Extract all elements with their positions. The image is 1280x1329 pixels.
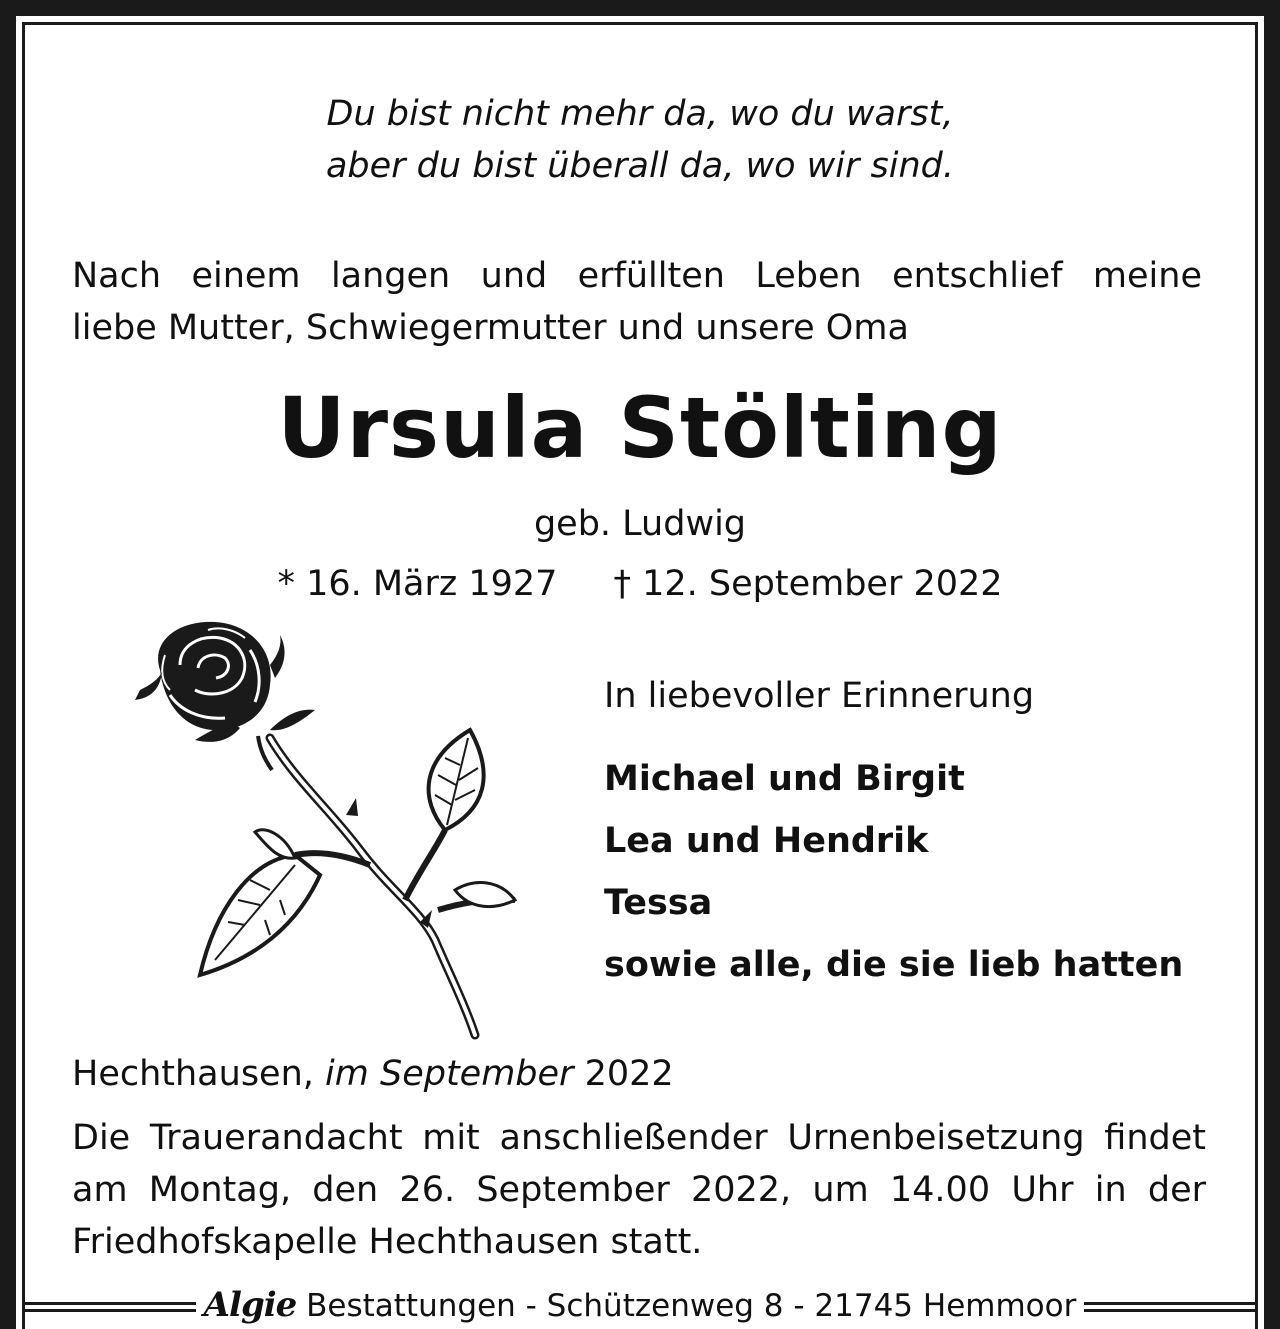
intro-line-2: liebe Mutter, Schwiegermutter und unsere Oma (72, 308, 909, 348)
place: Hechthausen, (72, 1054, 314, 1094)
mourners-list (604, 748, 1183, 996)
mourner-2: Lea und Hendrik (604, 821, 929, 861)
rose-illustration (120, 610, 540, 1050)
date-month: im September (325, 1054, 574, 1094)
funeral-home-logo: Algie (203, 1285, 297, 1325)
place-date-line (72, 1048, 674, 1100)
deceased-name: Ursula Stölting (277, 379, 1003, 477)
intro-line-1: Nach einem langen und erfüllten Leben entschlief meine (72, 256, 1202, 296)
date-year: 2022 (584, 1054, 674, 1094)
mourner-1: Michael und Birgit (604, 759, 965, 799)
quote-line-2: aber du bist überall da, wo wir sind. (325, 146, 955, 186)
funeral-home-footer (0, 1283, 1280, 1328)
footer-content (196, 1283, 1085, 1328)
birth-date: * 16. März 1927 (277, 564, 558, 604)
intro-text (72, 250, 1202, 354)
life-dates (0, 560, 1280, 608)
service-announcement: Die Trauerandacht mit anschließender Urnenbeisetzung findet am Montag, den 26. September 2022, um 14.00 Uhr in der Friedhofskapelle Hechthausen statt. (72, 1118, 1206, 1262)
quote-line-1: Du bist nicht mehr da, wo du warst, (326, 94, 954, 134)
memorial-quote (0, 88, 1280, 192)
mourner-4: sowie alle, die sie lieb hatten (604, 945, 1184, 985)
mourner-3: Tessa (604, 883, 713, 923)
funeral-home-address: Bestattungen - Schützenweg 8 - 21745 Hemmoor (306, 1288, 1077, 1324)
death-date: † 12. September 2022 (613, 564, 1003, 604)
maiden-name: geb. Ludwig (533, 504, 747, 544)
remembrance-line: In liebevoller Erinnerung (604, 676, 1035, 716)
